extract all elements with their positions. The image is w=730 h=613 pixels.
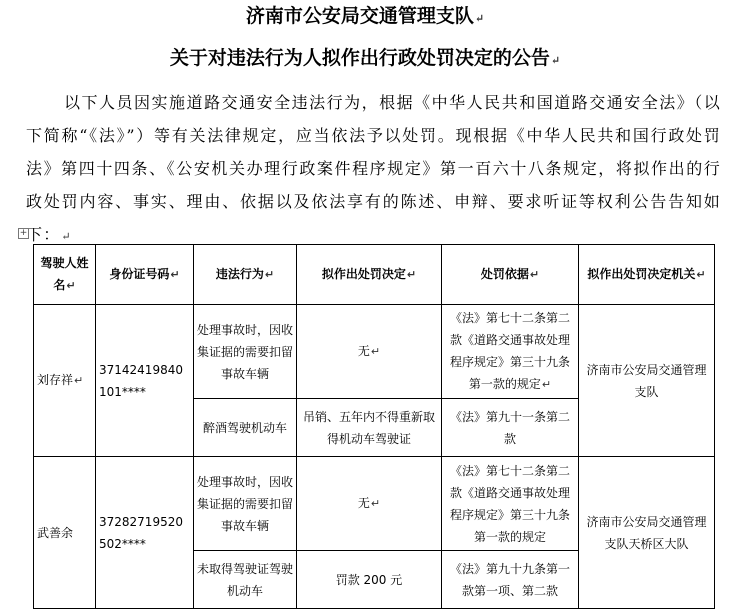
violation-cell: 未取得驾驶证驾驶机动车 <box>194 551 297 609</box>
decision-cell: 罚款 200 元 <box>297 551 442 609</box>
intro-text: 以下人员因实施道路交通安全违法行为，根据《中华人民共和国道路交通安全法》（以下简称“《法》”）等有关法律规定，应当依法予以处罚。现根据《中华人民共和国行政处罚法》第四十四条、《公安机关办理行政案件程序规定》第一百六十八条规定，将拟作出的行政处罚内容、事实、理由、依据以及依法享有的陈述、申辩、要求听证等权利公告告知如下： <box>26 93 721 244</box>
basis-cell: 《法》第七十二条第二款《道路交通事故处理程序规定》第三十九条第一款的规定↵ <box>442 305 579 399</box>
header-authority: 拟作出处罚决定机关↵ <box>579 245 715 305</box>
decision-cell: 无↵ <box>297 305 442 399</box>
document-title: 济南市公安局交通管理支队↵ <box>245 5 485 27</box>
header-id-number: 身份证号码↵ <box>96 245 194 305</box>
decision-cell: 吊销、五年内不得重新取得机动车驾驶证 <box>297 399 442 457</box>
header-violation: 违法行为↵ <box>194 245 297 305</box>
authority-cell: 济南市公安局交通管理支队 <box>579 305 715 457</box>
header-decision: 拟作出处罚决定↵ <box>297 245 442 305</box>
decision-cell: 无↵ <box>297 457 442 551</box>
violation-cell: 处理事故时，因收集证据的需要扣留事故车辆 <box>194 457 297 551</box>
violation-cell: 处理事故时，因收集证据的需要扣留事故车辆 <box>194 305 297 399</box>
driver-name-cell: 武善余 <box>34 457 96 609</box>
authority-cell: 济南市公安局交通管理支队天桥区大队 <box>579 457 715 609</box>
id-number-cell: 37282719520502**** <box>96 457 194 609</box>
table-header-row <box>34 245 715 305</box>
penalty-table <box>33 244 715 609</box>
driver-name-cell: 刘存祥↵ <box>34 305 96 457</box>
basis-cell: 《法》第七十二条第二款《道路交通事故处理程序规定》第三十九条第一款的规定 <box>442 457 579 551</box>
table-row <box>34 457 715 551</box>
intro-paragraph: 以下人员因实施道路交通安全违法行为，根据《中华人民共和国道路交通安全法》（以下简称“《法》”）等有关法律规定，应当依法予以处罚。现根据《中华人民共和国行政处罚法》第四十四条、《公安机关办理行政案件程序规定》第一百六十八条规定，将拟作出的行政处罚内容、事实、理由、依据以及依法享有的陈述、申辩、要求听证等权利公告告知如下：↵ <box>26 93 721 244</box>
violation-cell: 醉酒驾驶机动车 <box>194 399 297 457</box>
basis-cell: 《法》第九十一条第二款 <box>442 399 579 457</box>
basis-cell: 《法》第九十九条第一款第一项、第二款 <box>442 551 579 609</box>
header-driver-name: 驾驶人姓名↵ <box>34 245 96 305</box>
table-move-handle-icon[interactable]: + <box>19 228 28 238</box>
document-subtitle: 关于对违法行为人拟作出行政处罚决定的公告↵ <box>169 47 561 69</box>
table-row <box>34 305 715 399</box>
header-basis: 处罚依据↵ <box>442 245 579 305</box>
id-number-cell: 37142419840101**** <box>96 305 194 457</box>
